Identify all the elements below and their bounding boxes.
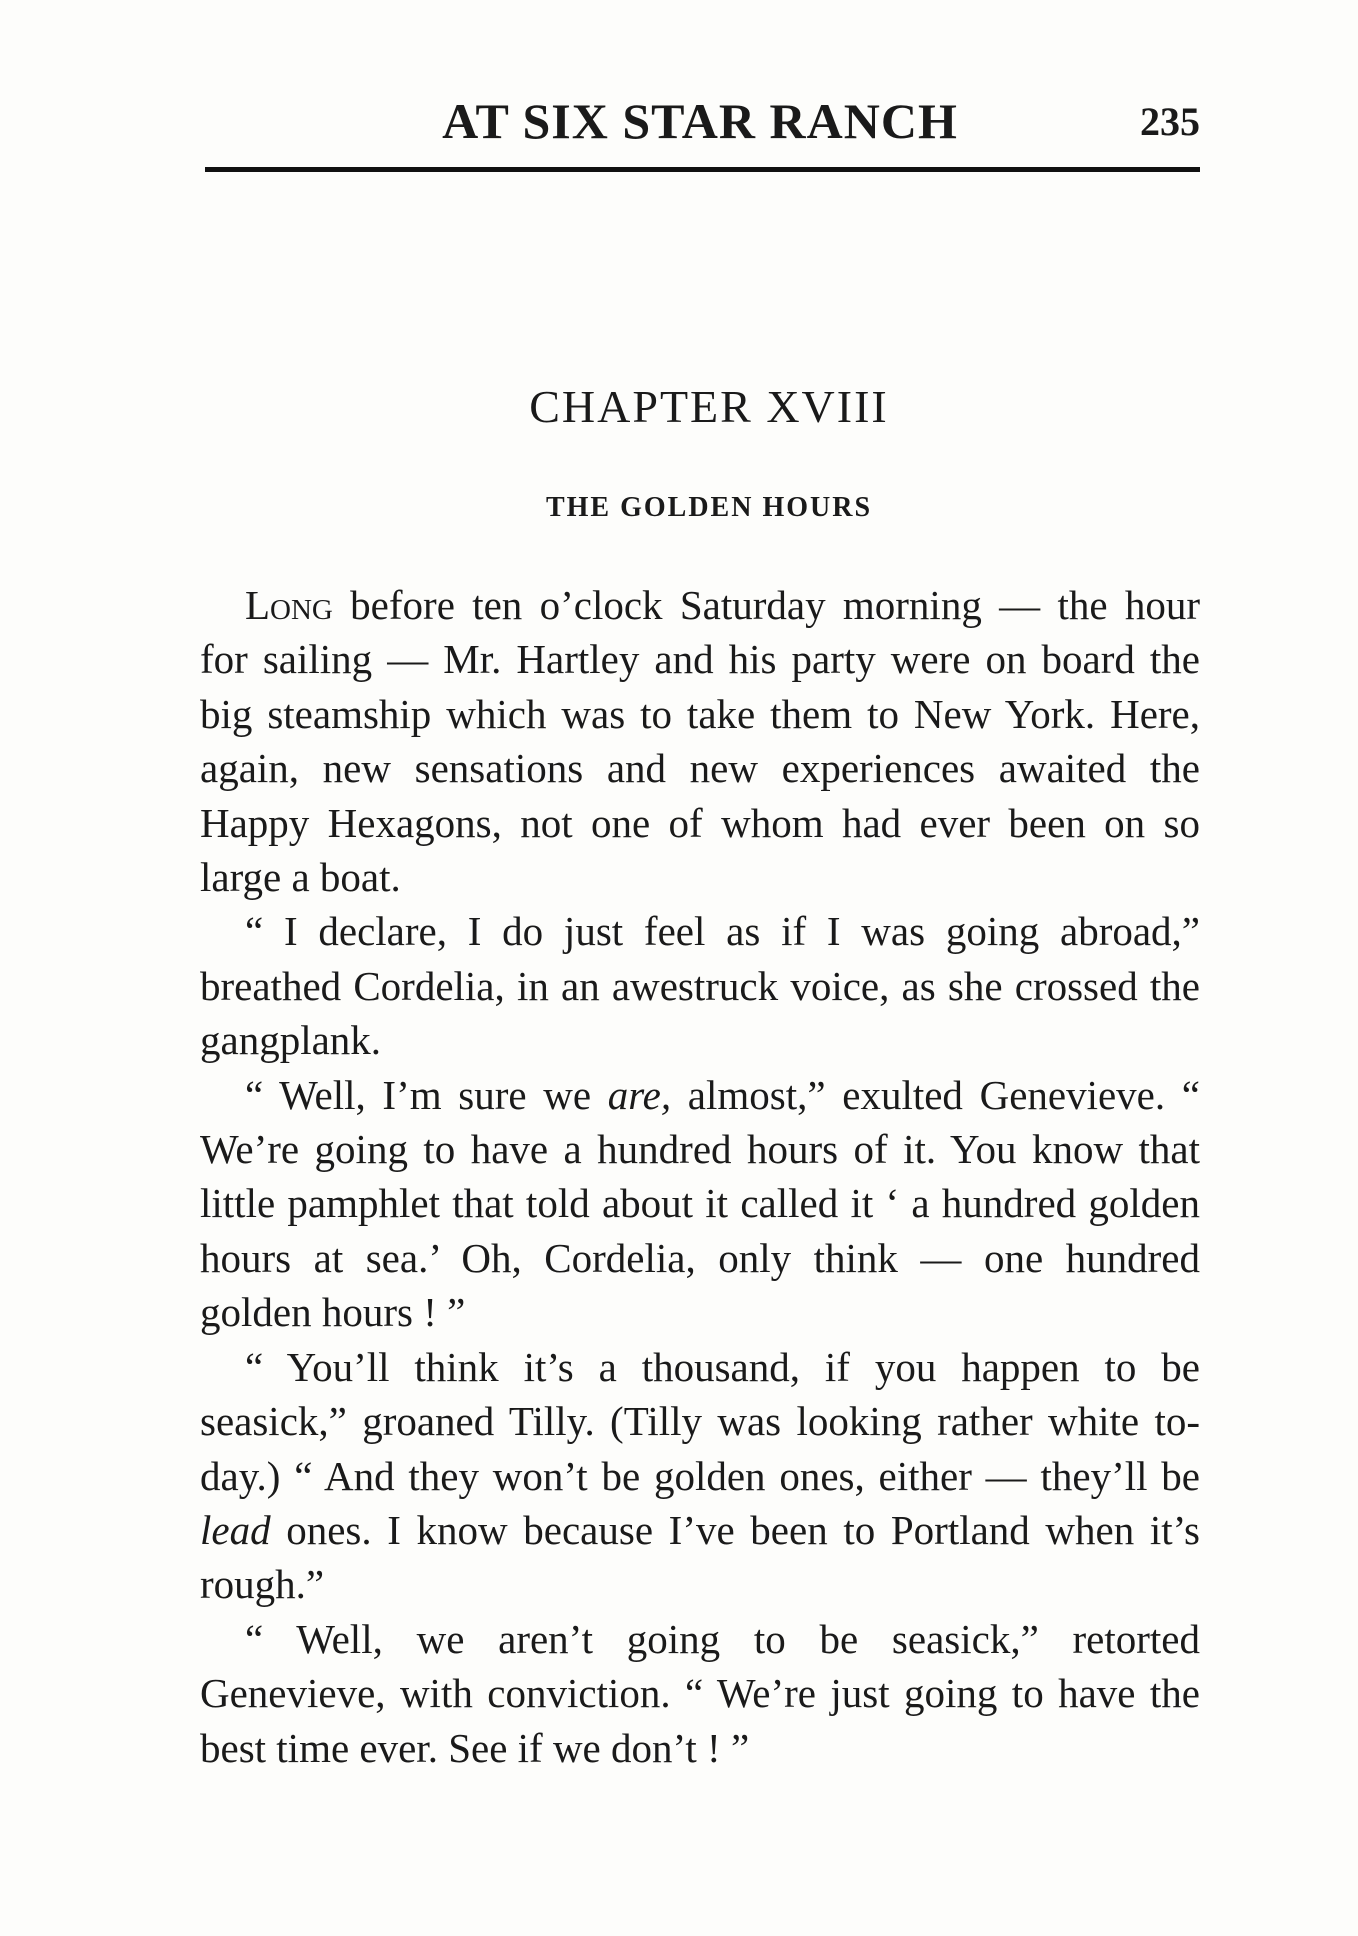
paragraph-3-before: “ Well, I’m sure we <box>245 1071 608 1118</box>
running-title: AT SIX STAR RANCH <box>442 93 958 149</box>
paragraph-1 <box>200 578 1200 904</box>
paragraph-4-before: “ You’ll think it’s a thousand, if you happen to be seasick,” groaned Tilly. (Tilly was looking rather white to-day.) “ And they won’t be golden ones, either — they’ll be <box>200 1343 1200 1499</box>
paragraph-1-text: before ten o’clock Saturday morning — the hour for sailing — Mr. Hartley and his party were on board the big steamship which was to take them to New York. Here, again, new sensations and new experiences awaited the Happy Hexagons, not one of whom had ever been on so large a boat. <box>200 582 1200 901</box>
chapter-number: CHAPTER XVIII <box>529 381 889 432</box>
page-number: 235 <box>1140 99 1200 144</box>
header-rule <box>205 167 1200 172</box>
chapter-title: THE GOLDEN HOURS <box>545 492 873 523</box>
paragraph-3 <box>200 1068 1200 1340</box>
paragraph-4-after: ones. I know because I’ve been to Portland when it’s rough.” <box>200 1506 1200 1608</box>
paragraph-2: “ I declare, I do just feel as if I was going abroad,” breathed Cordelia, in an awestruck voice, as she crossed the gangplank. <box>200 908 1200 1064</box>
paragraph-4 <box>200 1340 1200 1612</box>
paragraph-4-emphasis: lead <box>200 1506 271 1553</box>
body-text <box>200 578 1200 1775</box>
paragraph-3-after: almost,” exulted Genevieve. “ We’re going to have a hundred hours of it. You know that little pamphlet that told about it called it ‘ a hundred golden hours at sea.’ Oh, Cordelia, only think — one hundred golden hours ! ” <box>200 1071 1200 1336</box>
running-head <box>200 92 1200 152</box>
lead-word: Long <box>245 582 333 628</box>
paragraph-5: “ Well, we aren’t going to be seasick,” retorted Genevieve, with conviction. “ We’re just going to have the best time ever. See if we don’t ! ” <box>200 1615 1200 1771</box>
paragraph-3-emphasis: are, <box>607 1071 672 1118</box>
